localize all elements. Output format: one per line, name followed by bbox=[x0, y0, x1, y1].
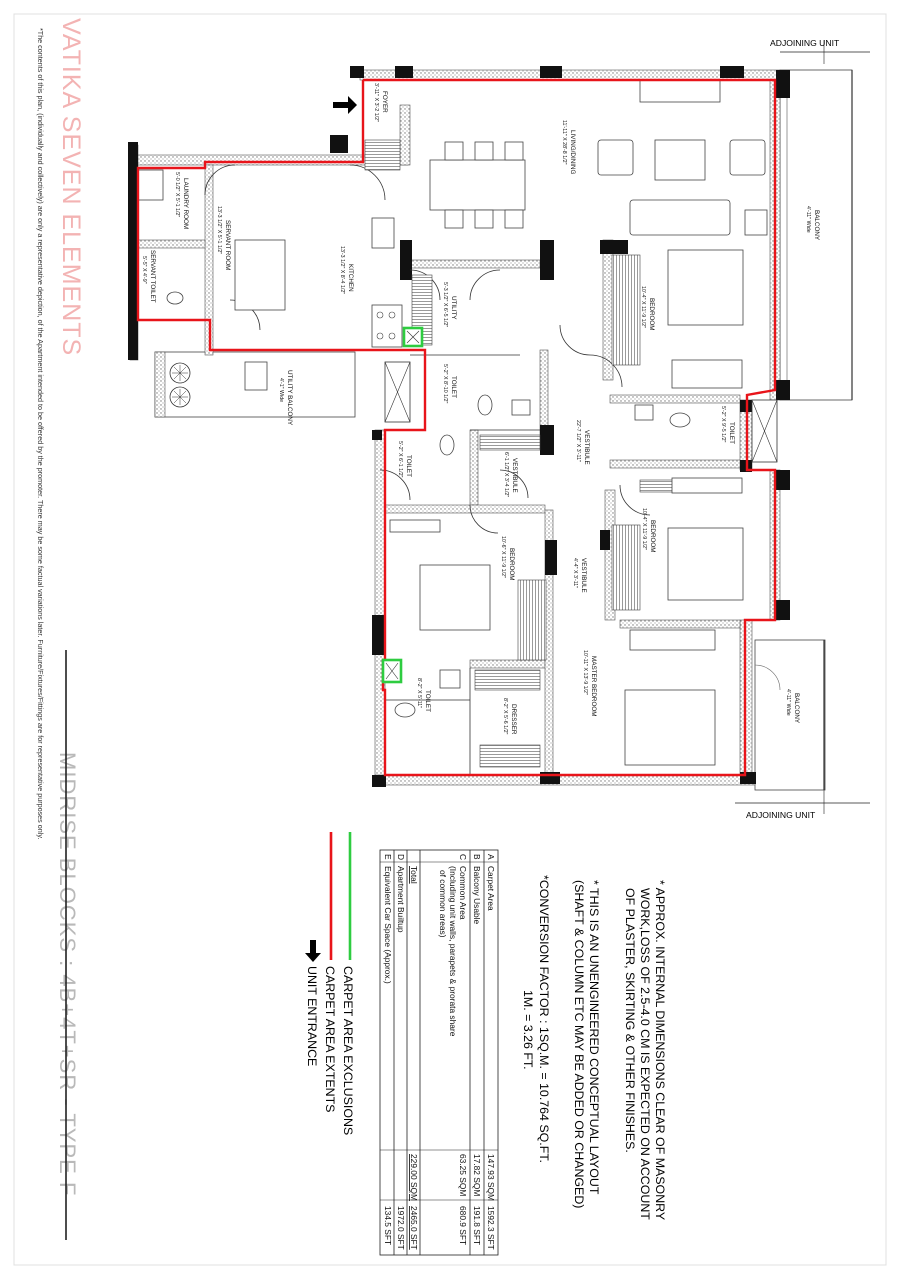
svg-text:of common areas): of common areas) bbox=[438, 870, 448, 938]
svg-text:Balcony Usable: Balcony Usable bbox=[472, 866, 482, 925]
svg-text:10'-6" X 11'-9 1/2": 10'-6" X 11'-9 1/2" bbox=[500, 536, 506, 578]
svg-text:6'-1 1/2" X 3'-4 1/2": 6'-1 1/2" X 3'-4 1/2" bbox=[503, 452, 509, 498]
svg-text:A: A bbox=[486, 854, 496, 860]
arrow-icon bbox=[305, 940, 321, 962]
svg-text:BALCONY: BALCONY bbox=[813, 210, 820, 241]
legend-label-entrance: UNIT ENTRANCE bbox=[305, 966, 319, 1067]
svg-text:D: D bbox=[396, 854, 406, 861]
svg-text:VESTIBULE: VESTIBULE bbox=[580, 558, 587, 593]
svg-text:E: E bbox=[383, 854, 393, 860]
svg-text:Equivalent Car Space (Approx.): Equivalent Car Space (Approx.) bbox=[383, 866, 393, 984]
room-servant bbox=[216, 206, 231, 270]
svg-text:DRESSER: DRESSER bbox=[510, 704, 517, 735]
svg-text:(Including unit walls, parapet: (Including unit walls, parapets & prorata share bbox=[448, 866, 458, 1037]
project-title: VATIKA SEVEN ELEMENTS bbox=[57, 18, 85, 357]
note-line-7: 1M. = 3.26 FT. bbox=[521, 990, 535, 1070]
svg-text:1972.0 SFT: 1972.0 SFT bbox=[396, 1206, 406, 1250]
svg-text:191.8 SFT: 191.8 SFT bbox=[472, 1206, 482, 1246]
svg-text:17.82 SQM: 17.82 SQM bbox=[472, 1154, 482, 1197]
room-living bbox=[561, 120, 576, 175]
svg-text:4'-11" Wide: 4'-11" Wide bbox=[805, 206, 811, 233]
room-master bbox=[582, 650, 597, 717]
svg-text:10'-4" X 11'-9 1/2": 10'-4" X 11'-9 1/2" bbox=[641, 508, 647, 550]
svg-text:11'-11" X 28'-8 1/2": 11'-11" X 28'-8 1/2" bbox=[561, 120, 567, 165]
furniture bbox=[138, 80, 767, 765]
svg-text:63.25 SQM: 63.25 SQM bbox=[458, 1154, 468, 1197]
note-line-5: (SHAFT & COLUMN ETC MAY BE ADDED OR CHANGED) bbox=[572, 880, 586, 1209]
room-toilet-3 bbox=[397, 441, 412, 478]
svg-text:UTILITY: UTILITY bbox=[450, 296, 457, 320]
room-kitchen bbox=[339, 246, 354, 294]
svg-text:MASTER BEDROOM: MASTER BEDROOM bbox=[590, 656, 597, 717]
svg-text:SERVANT ROOM: SERVANT ROOM bbox=[224, 220, 231, 271]
room-dresser bbox=[502, 698, 517, 735]
note-line-4: * THIS IS AN UNENGINEERED CONCEPTUAL LAYOUT bbox=[587, 880, 601, 1195]
svg-text:TOILET: TOILET bbox=[450, 376, 457, 398]
svg-text:BALCONY: BALCONY bbox=[793, 693, 800, 724]
svg-text:B: B bbox=[472, 854, 482, 860]
adjoining-unit-bottom bbox=[735, 790, 870, 820]
svg-text:BEDROOM: BEDROOM bbox=[649, 520, 656, 553]
svg-text:FOYER: FOYER bbox=[381, 91, 388, 113]
svg-text:13'-3 1/2" X 8'-4 1/2": 13'-3 1/2" X 8'-4 1/2" bbox=[339, 246, 345, 295]
svg-text:8'-2" X 5'-11": 8'-2" X 5'-11" bbox=[416, 678, 422, 709]
room-bedroom-3 bbox=[500, 536, 515, 581]
title-block bbox=[36, 18, 85, 1240]
svg-text:10'-4" X 11'-9 1/2": 10'-4" X 11'-9 1/2" bbox=[640, 286, 646, 328]
note-line-6: *CONVERSION FACTOR : 1SQ.M. = 10.764 SQ.FT. bbox=[537, 875, 551, 1163]
room-vestibule-3 bbox=[572, 558, 587, 593]
room-vestibule-2 bbox=[503, 452, 518, 497]
note-line-3: OF PLASTER, SKIRTING & OTHER FINISHES. bbox=[623, 888, 637, 1153]
room-servant-toilet bbox=[141, 250, 156, 303]
svg-text:TOILET: TOILET bbox=[424, 690, 431, 712]
svg-text:BEDROOM: BEDROOM bbox=[508, 548, 515, 581]
svg-text:5'-5" X 4'-9": 5'-5" X 4'-9" bbox=[141, 256, 147, 284]
room-foyer bbox=[373, 83, 388, 122]
svg-text:KITCHEN: KITCHEN bbox=[347, 264, 354, 292]
room-toilet-2 bbox=[720, 406, 735, 444]
svg-text:147.93 SQM: 147.93 SQM bbox=[486, 1154, 496, 1202]
svg-text:LIVING/DINING: LIVING/DINING bbox=[569, 130, 576, 175]
svg-text:C: C bbox=[458, 854, 468, 861]
svg-text:VESTIBULE: VESTIBULE bbox=[583, 430, 590, 465]
svg-text:5'-2" X 9'-5 1/2": 5'-2" X 9'-5 1/2" bbox=[720, 406, 726, 443]
legend-label-exclusions: CARPET AREA EXCLUSIONS bbox=[341, 966, 355, 1136]
legend-label-extents: CARPET AREA EXTENTS bbox=[323, 966, 337, 1113]
svg-text:Apartment Builtup: Apartment Builtup bbox=[396, 866, 406, 933]
svg-text:4'-11" Wide: 4'-11" Wide bbox=[785, 689, 791, 716]
svg-text:5'-0 1/2" X 5'-1 1/2": 5'-0 1/2" X 5'-1 1/2" bbox=[174, 172, 180, 218]
area-table bbox=[380, 850, 498, 1255]
room-laundry bbox=[174, 172, 189, 229]
room-vestibule-1 bbox=[575, 420, 590, 465]
svg-text:4'-4" X 3'-11": 4'-4" X 3'-11" bbox=[572, 558, 578, 589]
note-line-1: * APPROX. INTERNAL DIMENSIONS CLEAR OF MASONRY bbox=[653, 880, 667, 1221]
entrance-arrow-icon bbox=[333, 96, 357, 114]
room-toilet-4 bbox=[416, 678, 431, 712]
adjoining-unit-top bbox=[770, 38, 870, 64]
legend bbox=[305, 832, 355, 1135]
svg-text:Carpet Area: Carpet Area bbox=[486, 866, 496, 911]
svg-text:8'-2" X 5'-6 1/2": 8'-2" X 5'-6 1/2" bbox=[502, 698, 508, 735]
svg-text:22'-7 1/2" X 3'-11": 22'-7 1/2" X 3'-11" bbox=[575, 420, 581, 462]
room-utility bbox=[442, 282, 457, 327]
svg-text:Total: Total bbox=[409, 866, 419, 884]
svg-text:VESTIBULE: VESTIBULE bbox=[511, 458, 518, 493]
svg-text:3'-11" X 3'-2 1/2": 3'-11" X 3'-2 1/2" bbox=[373, 83, 379, 122]
svg-text:UTILITY BALCONY: UTILITY BALCONY bbox=[286, 370, 293, 426]
svg-text:ADJOINING UNIT: ADJOINING UNIT bbox=[746, 810, 816, 820]
svg-text:680.9 SFT: 680.9 SFT bbox=[458, 1206, 468, 1246]
svg-text:5'-3 1/2" X 6'-5 1/2": 5'-3 1/2" X 6'-5 1/2" bbox=[442, 282, 448, 328]
block-subtitle: MIDRISE BLOCKS : 4B+4T+SR - TYPE F bbox=[55, 752, 80, 1197]
svg-text:Common Area: Common Area bbox=[458, 866, 468, 920]
notes bbox=[521, 875, 667, 1220]
room-bedroom-1 bbox=[640, 286, 655, 331]
svg-text:5'-2" X 6'-1 1/2": 5'-2" X 6'-1 1/2" bbox=[397, 441, 403, 478]
room-toilet-1 bbox=[442, 364, 457, 403]
svg-text:TOILET: TOILET bbox=[728, 422, 735, 444]
svg-text:LAUNDRY ROOM: LAUNDRY ROOM bbox=[182, 178, 189, 230]
svg-text:2465.0 SFT: 2465.0 SFT bbox=[409, 1206, 419, 1250]
svg-text:BEDROOM: BEDROOM bbox=[648, 298, 655, 331]
svg-text:4'-1" Wide: 4'-1" Wide bbox=[278, 378, 284, 403]
svg-text:TOILET: TOILET bbox=[405, 455, 412, 477]
utility-balcony bbox=[155, 352, 355, 417]
svg-text:1592.3 SFT: 1592.3 SFT bbox=[486, 1206, 496, 1250]
disclaimer-text: *The contents of this plan, (individually and collectively) are only a representative depiction, of the Apartment intended to be offered by the promoter. There may be some factual variations later. Furniture/Fixtures/Fittings are for representative purposes only. bbox=[36, 28, 45, 840]
svg-text:229.00 SQM: 229.00 SQM bbox=[409, 1154, 419, 1202]
svg-text:5'-2" X 8'-10 1/2": 5'-2" X 8'-10 1/2" bbox=[442, 364, 448, 404]
interior-lines bbox=[138, 165, 650, 775]
svg-text:134.5 SFT: 134.5 SFT bbox=[383, 1206, 393, 1246]
svg-text:13'-3 1/2" X 5'-1 1/2": 13'-3 1/2" X 5'-1 1/2" bbox=[216, 206, 222, 255]
note-line-2: WORK,LOSS OF 2.5-4.0 CM IS EXPECTED ON ACCOUNT bbox=[638, 888, 652, 1220]
svg-text:10'-11" X 13'-9 1/2": 10'-11" X 13'-9 1/2" bbox=[582, 650, 588, 695]
svg-text:SERVANT TOILET: SERVANT TOILET bbox=[149, 250, 156, 303]
svg-text:ADJOINING UNIT: ADJOINING UNIT bbox=[770, 38, 840, 48]
